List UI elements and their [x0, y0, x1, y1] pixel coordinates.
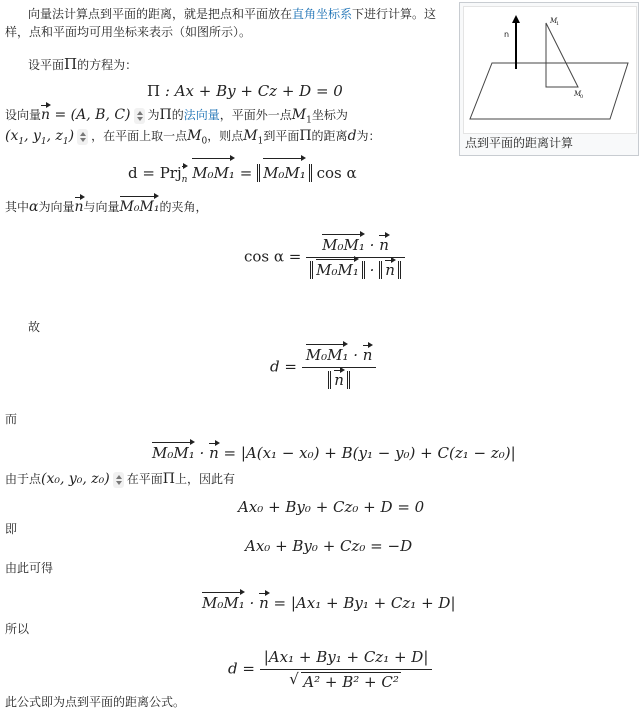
pi-symbol: Π [159, 107, 172, 123]
cos-alpha: cos α [316, 164, 357, 182]
coord: ) [68, 128, 75, 144]
therefore-word: 故 [28, 320, 41, 334]
distance-projection-equation: d = Prj$_n$ M₀M₁ = M₀M₁ cos α [128, 160, 357, 193]
text: 的 [171, 108, 184, 122]
subscript: 1 [18, 136, 25, 147]
vector-m0m1: M₀M₁ [263, 160, 306, 186]
subscript: 1 [40, 136, 47, 147]
pi-symbol: Π [64, 55, 78, 73]
vector-m0m1: M₀M₁ [152, 444, 195, 462]
intro-text-tail: 下进行计算。这 [352, 7, 437, 21]
text: 到平面 [263, 129, 300, 143]
text: ，则点 [207, 129, 244, 143]
text: 其中 [5, 200, 30, 214]
subscript: 0 [201, 136, 208, 147]
text: ，在平面上取一点 [91, 129, 188, 143]
projection-lhs: d = Prj [128, 164, 182, 182]
vector-m0m1: M₀M₁ [305, 346, 349, 364]
formula-toggle-icon[interactable] [113, 472, 124, 488]
cos-alpha-lhs: cos α = [244, 247, 302, 266]
point-m1: M [243, 128, 258, 144]
figure-thumbnail[interactable] [459, 2, 639, 156]
dot-product-equation: M₀M₁ · n = |A(x₁ − x₀) + B(y₁ − y₀) + C(z₁ − z₀)| [152, 444, 516, 462]
formula-toggle-icon[interactable] [134, 108, 145, 124]
figure-label-n: n [504, 30, 510, 39]
point-m0: M [187, 128, 202, 144]
intro-line-1 [28, 5, 436, 23]
plane-distance-diagram [464, 7, 636, 133]
subscript: 1 [62, 136, 69, 147]
vector-n: n [74, 199, 84, 215]
namely-word: 即 [5, 522, 18, 536]
coord: , z [46, 128, 63, 144]
plane-point-equation: Ax₀ + By₀ + Cz₀ + D = 0 [238, 498, 425, 516]
text: 为 [147, 108, 160, 122]
figure-label-m0: M [574, 90, 582, 98]
plane-equation [147, 82, 343, 100]
vector-n-sub: n [182, 167, 188, 193]
text: 的距离 [311, 129, 348, 143]
distance-d: d [347, 128, 357, 144]
normal-vector-link[interactable]: 法向量 [183, 108, 220, 122]
text: 在平面 [126, 472, 163, 486]
text: 设平面 [28, 58, 65, 72]
point-coords-line [5, 127, 381, 151]
text: 设向量 [5, 108, 42, 122]
figure-label-m0-sub: 0 [580, 94, 584, 100]
final-denominator: A² + B² + C² [303, 673, 399, 691]
and-word: 而 [5, 412, 18, 426]
figure-image[interactable] [463, 6, 637, 134]
vector-m0m1: M₀M₁ [316, 261, 359, 279]
text: 为： [356, 129, 381, 143]
normal-vector-components: = (A, B, C) [54, 107, 131, 123]
vector-m0m1: M₀M₁ [192, 160, 235, 186]
cos-alpha-equation [244, 236, 405, 279]
figure-label-m1: M [550, 17, 558, 25]
pi-symbol: Π [162, 471, 175, 487]
figure-label-m1-sub: 1 [556, 21, 560, 27]
coord: , y [24, 128, 41, 144]
text: 为向量 [38, 200, 75, 214]
vector-m0m1: M₀M₁ [202, 594, 245, 612]
vector-m0m1: M₀M₁ [322, 236, 365, 254]
conclusion-text: 此公式即为点到平面的距离公式。 [5, 695, 186, 709]
final-numerator: |Ax₁ + By₁ + Cz₁ + D| [263, 648, 429, 666]
text: 由于点 [5, 472, 42, 486]
text: ，平面外一点 [219, 108, 292, 122]
text: 坐标为 [311, 108, 348, 122]
text: 的夹角， [159, 200, 208, 214]
dot-product-simplified-rhs: = |Ax₁ + By₁ + Cz₁ + D| [273, 594, 456, 612]
plane-point-equation-rearranged: Ax₀ + By₀ + Cz₀ = −D [245, 537, 413, 555]
distance-fraction: $\frac{\text{M₀M₁ · n}}{n}$ [302, 346, 377, 389]
vector-n: n [41, 107, 51, 123]
normal-vector-line [5, 106, 348, 129]
point-m0-coords: (x₀, y₀, z₀) [41, 471, 110, 487]
distance-lhs: d = [228, 659, 255, 678]
distance-lhs: d = [270, 357, 297, 376]
coord: (x [5, 128, 19, 144]
text: 的方程为： [77, 58, 138, 72]
text: 上，因此有 [175, 472, 236, 486]
point-plane-distance-formula [228, 648, 432, 691]
figure-caption: 点到平面的距离计算 [465, 136, 574, 150]
intro-line-2: 样，点和平面均可用坐标来表示（如图所示）。 [5, 25, 252, 39]
pi-symbol: Π [299, 128, 312, 144]
dot-product-rhs: = |A(x₁ − x₀) + B(y₁ − y₀) + C(z₁ − z₀)| [223, 444, 516, 462]
cartesian-coordinates-link[interactable]: 直角坐标系 [292, 7, 353, 21]
hence-word: 由此可得 [5, 561, 54, 575]
vector-m0m1: M₀M₁ [119, 199, 160, 215]
point-on-plane-line [5, 470, 235, 488]
subscript: 1 [257, 136, 264, 147]
cos-alpha-fraction: $\frac{\text{M₀M₁ · n}}{\text{M₀M₁ · n}}$ [306, 236, 405, 279]
distance-fraction-equation [270, 346, 376, 389]
dot-product-simplified: M₀M₁ · n = |Ax₁ + By₁ + Cz₁ + D| [202, 594, 456, 612]
angle-definition-line [5, 198, 207, 216]
alpha-symbol: α [29, 199, 39, 215]
plane-equation-rhs: : Ax + By + Cz + D = 0 [164, 82, 343, 100]
so-word: 所以 [5, 622, 30, 636]
plane-eq-intro [28, 55, 137, 74]
text: 与向量 [83, 200, 120, 214]
point-m1: M [291, 107, 307, 123]
formula-toggle-icon[interactable] [77, 129, 88, 145]
intro-text: 向量法计算点到平面的距离，就是把点和平面放在 [28, 7, 293, 21]
subscript: 1 [306, 115, 312, 126]
pi-symbol: Π [147, 82, 161, 100]
final-fraction [260, 648, 433, 691]
